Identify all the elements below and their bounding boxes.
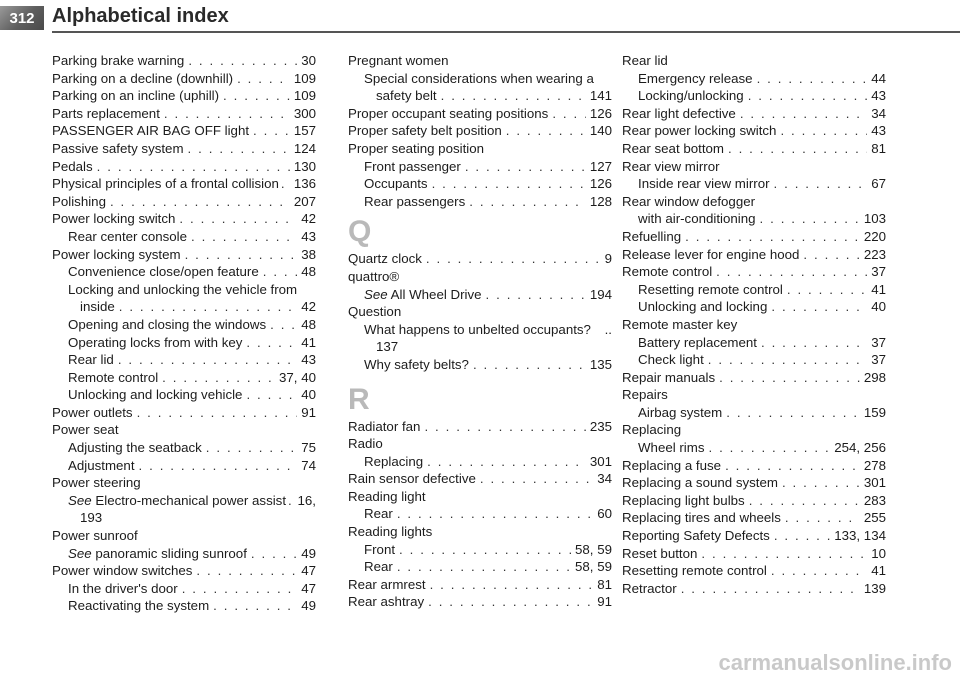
index-entry: Refuelling . . . 220 — [622, 228, 886, 246]
index-entry: Pedals . . . 130 — [52, 158, 316, 176]
index-entry: Parking on an incline (uphill) . . . 109 — [52, 87, 316, 105]
index-subentry: Locking/unlocking . . . 43 — [622, 87, 886, 105]
index-subentry: In the driver's door . . . 47 — [52, 580, 316, 598]
index-entry: Reporting Safety Defects . . . 133, 134 — [622, 527, 886, 545]
index-entry: Retractor . . . 139 — [622, 580, 886, 598]
index-entry: Power sunroof — [52, 528, 138, 544]
index-entry: Power seat — [52, 422, 119, 438]
index-entry: Parts replacement . . . 300 — [52, 105, 316, 123]
index-entry: Radiator fan . . . 235 — [348, 418, 612, 436]
index-entry: Rear ashtray . . . 91 — [348, 593, 612, 611]
index-see-reference: See panoramic sliding sunroof . . . 49 — [52, 545, 316, 563]
section-letter-q: Q — [348, 215, 372, 249]
index-entry: Remote master key — [622, 316, 738, 332]
index-entry: Replacing a fuse . . . 278 — [622, 457, 886, 475]
index-subentry: Convenience close/open feature . . . 48 — [52, 263, 316, 281]
index-subentry: Rear lid . . . 43 — [52, 351, 316, 369]
index-subentry: Operating locks from with key . . . 41 — [52, 334, 316, 352]
index-entry: Quartz clock . . . 9 — [348, 250, 612, 268]
index-entry: Repair manuals . . . 298 — [622, 369, 886, 387]
index-subentry: Adjusting the seatback . . . 75 — [52, 439, 316, 457]
index-subentry: Rear . . . 58, 59 — [348, 558, 612, 576]
index-entry: Passive safety system . . . 124 — [52, 140, 316, 158]
index-entry: Release lever for engine hood . . . 223 — [622, 246, 886, 264]
index-subentry-continued: safety belt . . . 141 — [348, 87, 612, 105]
index-subentry: Inside rear view mirror . . . 67 — [622, 175, 886, 193]
index-entry: quattro® — [348, 268, 400, 284]
index-subentry: What happens to unbelted occupants? .. — [364, 321, 612, 337]
index-entry: Power outlets . . . 91 — [52, 404, 316, 422]
index-entry: Proper safety belt position . . . 140 — [348, 122, 612, 140]
page-title: Alphabetical index — [52, 5, 229, 27]
index-entry: Power window switches . . . 47 — [52, 562, 316, 580]
index-see-reference: See Electro-mechanical power assist . . . 16, — [52, 492, 316, 510]
index-entry: Reading lights — [348, 524, 433, 540]
index-subentry: Resetting remote control . . . 41 — [622, 281, 886, 299]
index-entry: Remote control . . . 37 — [622, 263, 886, 281]
index-entry: Polishing . . . 207 — [52, 193, 316, 211]
index-column-1 — [52, 52, 316, 615]
index-column-3 — [622, 52, 886, 597]
index-entry: Rear lid — [622, 53, 668, 68]
index-entry: Pregnant women — [348, 53, 449, 68]
index-subentry: Special considerations when wearing a — [364, 70, 594, 86]
index-entry: Power steering — [52, 475, 141, 491]
index-subentry: with air-conditioning . . . 103 — [622, 210, 886, 228]
index-entry: Resetting remote control . . . 41 — [622, 562, 886, 580]
header-divider — [52, 31, 960, 33]
index-subentry-continued: inside . . . 42 — [52, 298, 316, 316]
index-subentry: Front . . . 58, 59 — [348, 541, 612, 559]
index-entry: Rear light defective . . . 34 — [622, 105, 886, 123]
index-entry: Replacing light bulbs . . . 283 — [622, 492, 886, 510]
index-entry: Rear window defogger — [622, 193, 756, 209]
index-entry: Replacing — [622, 422, 682, 438]
index-see-reference: See All Wheel Drive . . . 194 — [348, 286, 612, 304]
index-entry: Parking on a decline (downhill) . . . 109 — [52, 70, 316, 88]
index-subentry: Reactivating the system . . . 49 — [52, 597, 316, 615]
index-subentry: Rear passengers . . . 128 — [348, 193, 612, 211]
index-entry: Rear seat bottom . . . 81 — [622, 140, 886, 158]
index-entry: Question — [348, 304, 402, 320]
index-entry: Rear armrest . . . 81 — [348, 576, 612, 594]
index-entry: Replacing a sound system . . . 301 — [622, 474, 886, 492]
index-subentry: Emergency release . . . 44 — [622, 70, 886, 88]
index-subentry: Battery replacement . . . 37 — [622, 334, 886, 352]
index-subentry: Opening and closing the windows . . . 48 — [52, 316, 316, 334]
index-subentry: Front passenger . . . 127 — [348, 158, 612, 176]
index-entry: Rear view mirror — [622, 158, 720, 174]
index-subentry: Unlocking and locking vehicle . . . 40 — [52, 386, 316, 404]
index-subentry: Occupants . . . 126 — [348, 175, 612, 193]
index-entry: Reset button . . . 10 — [622, 545, 886, 563]
index-entry: Physical principles of a frontal collision . . . 136 — [52, 175, 316, 193]
page-number-tab: 312 — [0, 6, 44, 30]
index-entry: Repairs — [622, 387, 668, 403]
index-column-2 — [348, 52, 612, 611]
index-entry: Reading light — [348, 488, 426, 504]
index-subentry: Replacing . . . 301 — [348, 453, 612, 471]
index-entry: Proper occupant seating positions . . . 126 — [348, 105, 612, 123]
index-entry: Rain sensor defective . . . 34 — [348, 470, 612, 488]
index-entry: Parking brake warning . . . 30 — [52, 52, 316, 70]
index-entry: Rear power locking switch . . . 43 — [622, 122, 886, 140]
section-letter-r: R — [348, 382, 370, 416]
index-entry: Replacing tires and wheels . . . 255 — [622, 509, 886, 527]
index-entry: Proper seating position — [348, 140, 485, 156]
index-subentry-continued: 193 — [80, 510, 103, 526]
index-entry: Power locking switch . . . 42 — [52, 210, 316, 228]
index-subentry: Adjustment . . . 74 — [52, 457, 316, 475]
index-subentry: Locking and unlocking the vehicle from — [68, 281, 298, 297]
index-entry: Power locking system . . . 38 — [52, 246, 316, 264]
index-subentry: Rear . . . 60 — [348, 505, 612, 523]
index-entry: Radio — [348, 436, 383, 452]
index-subentry: Check light . . . 37 — [622, 351, 886, 369]
index-subentry: Unlocking and locking . . . 40 — [622, 298, 886, 316]
index-subentry: Wheel rims . . . 254, 256 — [622, 439, 886, 457]
index-subentry: Why safety belts? . . . 135 — [348, 356, 612, 374]
index-entry: PASSENGER AIR BAG OFF light . . . 157 — [52, 122, 316, 140]
index-subentry: Rear center console . . . 43 — [52, 228, 316, 246]
index-subentry-continued: 137 — [376, 339, 399, 355]
index-subentry: Remote control . . . 37, 40 — [52, 369, 316, 387]
watermark: carmanualsonline.info — [718, 650, 952, 675]
index-subentry: Airbag system . . . 159 — [622, 404, 886, 422]
